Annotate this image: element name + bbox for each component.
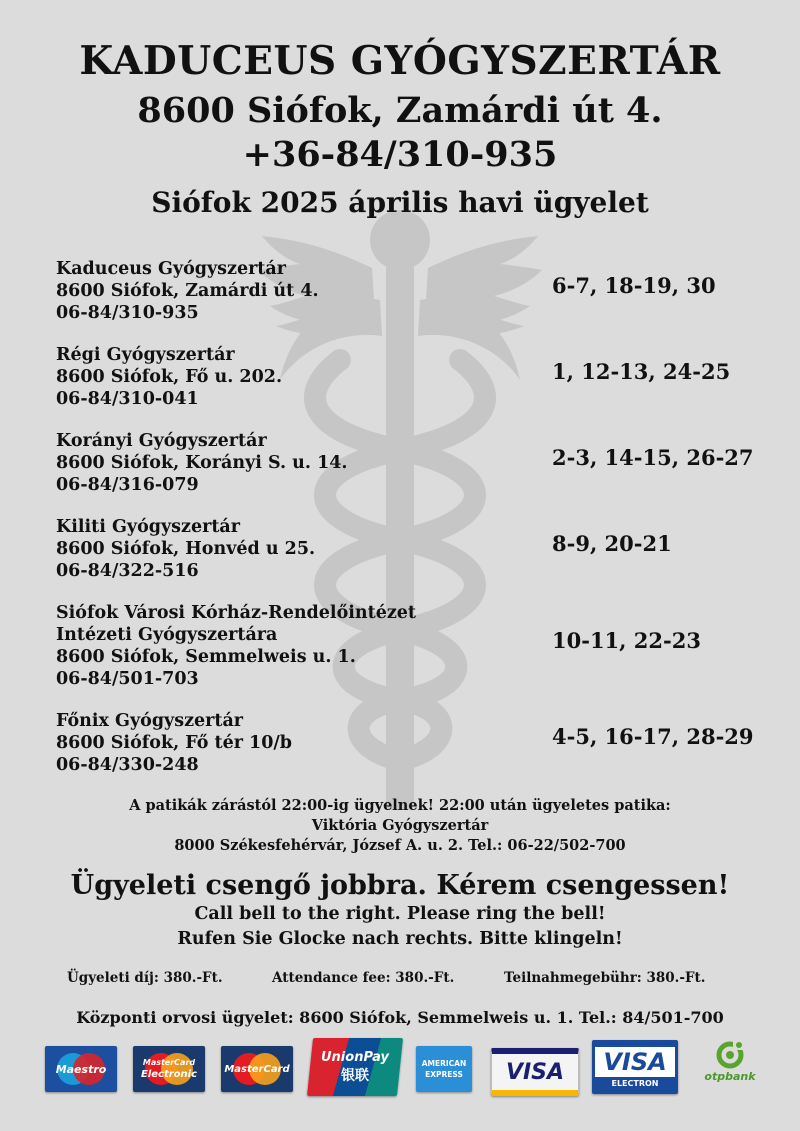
pharmacy-phone: +36-84/310-935 — [242, 134, 558, 175]
pharmacy-entry-phone: 06-84/330-248 — [56, 755, 199, 775]
mastercard-electronic-logo: MasterCard Electronic — [133, 1046, 205, 1092]
page-title: KADUCEUS GYÓGYSZERTÁR — [79, 38, 721, 84]
duty-days: 6-7, 18-19, 30 — [552, 273, 716, 298]
pharmacy-entry-address: 8600 Siófok, Fő u. 202. — [56, 367, 283, 387]
fee-en: Attendance fee: 380.-Ft. — [272, 970, 455, 986]
pharmacy-entry-address: 8600 Siófok, Honvéd u 25. — [56, 539, 316, 559]
pharmacy-name: Kaduceus Gyógyszertár — [56, 259, 286, 279]
american-express-logo: AMERICAN EXPRESS — [416, 1046, 472, 1092]
after-hours-note — [0, 796, 800, 856]
fee-de: Teilnahmegebühr: 380.-Ft. — [504, 970, 706, 986]
pharmacy-entry-phone: 06-84/316-079 — [56, 475, 199, 495]
schedule-subtitle: Siófok 2025 április havi ügyelet — [151, 186, 649, 219]
pharmacy-name-line2: Intézeti Gyógyszertára — [56, 625, 278, 645]
otp-bank-logo: otpbank — [700, 1040, 760, 1096]
pharmacy-entry-phone: 06-84/322-516 — [56, 561, 199, 581]
pharmacy-name: Siófok Városi Kórház-Rendelőintézet — [56, 603, 416, 623]
pharmacy-name: Főnix Gyógyszertár — [56, 711, 244, 731]
after-hours-line1: A patikák zárástól 22:00-ig ügyelnek! 22:00 után ügyeletes patika: — [129, 797, 671, 814]
pharmacy-entry — [56, 516, 315, 582]
maestro-logo: Maestro — [45, 1046, 117, 1092]
pharmacy-entry — [56, 344, 282, 410]
duty-days: 10-11, 22-23 — [552, 628, 701, 653]
otp-icon — [715, 1040, 745, 1070]
duty-days: 1, 12-13, 24-25 — [552, 359, 731, 384]
after-hours-pharmacy: Viktória Gyógyszertár — [311, 817, 489, 834]
central-medical-duty: Központi orvosi ügyelet: 8600 Siófok, Semmelweis u. 1. Tel.: 84/501-700 — [76, 1008, 724, 1027]
pharmacy-entry — [56, 258, 319, 324]
duty-days: 2-3, 14-15, 26-27 — [552, 445, 754, 470]
pharmacy-entry-phone: 06-84/310-041 — [56, 389, 199, 409]
pharmacy-entry — [56, 430, 348, 496]
after-hours-address: 8000 Székesfehérvár, József A. u. 2. Tel.: 06-22/502-700 — [174, 837, 626, 854]
pharmacy-name: Régi Gyógyszertár — [56, 345, 235, 365]
bell-notice-en: Call bell to the right. Please ring the bell! — [194, 904, 606, 924]
duty-days: 4-5, 16-17, 28-29 — [552, 724, 754, 749]
mastercard-logo: MasterCard — [221, 1046, 293, 1092]
pharmacy-name: Kiliti Gyógyszertár — [56, 517, 240, 537]
visa-electron-logo: VISA ELECTRON — [592, 1040, 678, 1094]
pharmacy-address: 8600 Siófok, Zamárdi út 4. — [137, 90, 663, 131]
pharmacy-name: Korányi Gyógyszertár — [56, 431, 267, 451]
pharmacy-entry-address: 8600 Siófok, Fő tér 10/b — [56, 733, 293, 753]
pharmacy-entry-address: 8600 Siófok, Zamárdi út 4. — [56, 281, 319, 301]
bell-notice-hu: Ügyeleti csengő jobbra. Kérem csengessen! — [70, 870, 730, 901]
pharmacy-entry — [56, 710, 292, 776]
pharmacy-entry-phone: 06-84/310-935 — [56, 303, 199, 323]
pharmacy-entry-address: 8600 Siófok, Semmelweis u. 1. — [56, 647, 356, 667]
fee-hu: Ügyeleti díj: 380.-Ft. — [67, 970, 223, 986]
duty-days: 8-9, 20-21 — [552, 531, 672, 556]
payment-cards — [0, 1038, 800, 1098]
bell-notice-de: Rufen Sie Glocke nach rechts. Bitte klingeln! — [177, 929, 623, 949]
pharmacy-entry-phone: 06-84/501-703 — [56, 669, 199, 689]
visa-logo: VISA — [491, 1048, 579, 1096]
unionpay-logo: UnionPay 银联 — [307, 1038, 403, 1096]
pharmacy-entry-address: 8600 Siófok, Korányi S. u. 14. — [56, 453, 348, 473]
pharmacy-entry — [56, 602, 416, 690]
